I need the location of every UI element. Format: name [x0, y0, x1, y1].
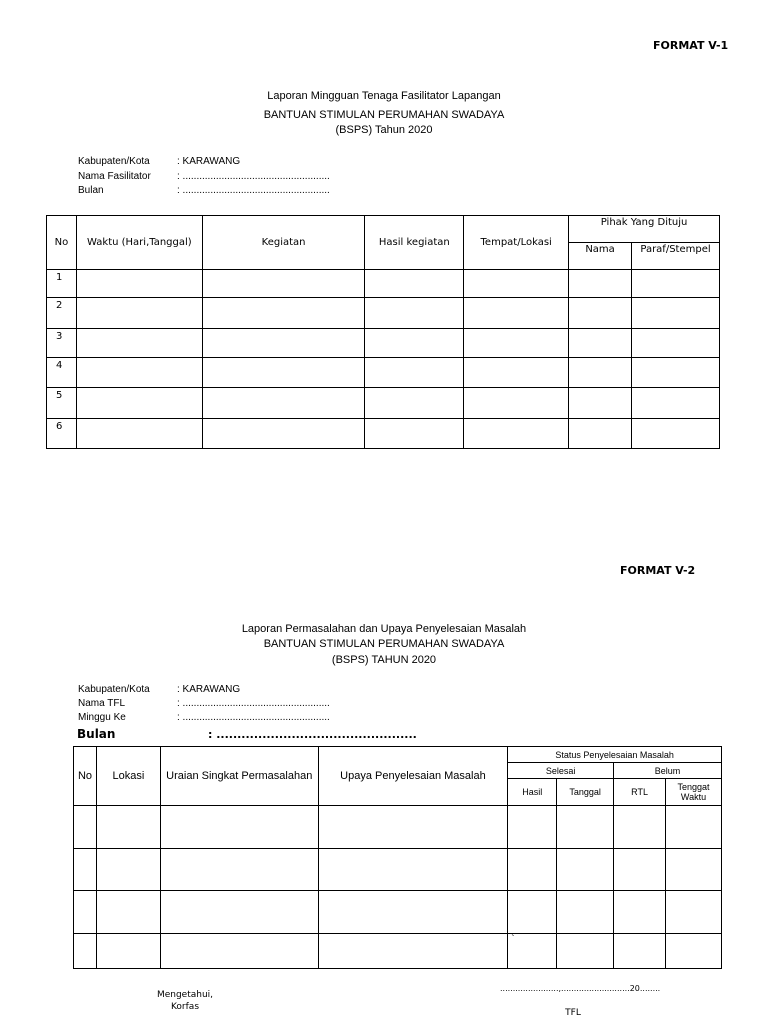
v1-row-number: 4 [47, 358, 77, 388]
v2-cell[interactable] [508, 849, 557, 891]
v2-meta-minggu-label: Minggu Ke [78, 712, 126, 723]
v1-cell[interactable] [202, 419, 365, 449]
v1-cell[interactable] [365, 358, 464, 388]
v1-cell[interactable] [464, 298, 569, 329]
v1-cell[interactable] [569, 419, 632, 449]
v2-cell[interactable] [557, 806, 614, 849]
v2-sign-left-line2: Korfas [170, 1002, 200, 1012]
v2-header-hasil: Hasil [508, 779, 557, 806]
v2-header-upaya: Upaya Penyelesaian Masalah [318, 747, 508, 806]
v2-title-line3: (BSPS) TAHUN 2020 [331, 654, 437, 666]
v1-row-number: 6 [47, 419, 77, 449]
table-row [74, 849, 722, 891]
v1-cell[interactable] [76, 419, 202, 449]
format-v2-label: FORMAT V-2 [620, 564, 696, 577]
v2-cell[interactable] [74, 934, 97, 969]
v2-cell[interactable] [96, 891, 160, 934]
v1-cell[interactable] [569, 298, 632, 329]
table-row [74, 891, 722, 934]
v2-meta-block [78, 683, 478, 728]
v1-header-pihak: Pihak Yang Dituju [569, 216, 720, 243]
v1-cell[interactable] [464, 270, 569, 298]
v2-cell[interactable] [318, 806, 508, 849]
v2-cell[interactable] [74, 891, 97, 934]
v2-cell[interactable] [614, 849, 666, 891]
v2-cell[interactable] [318, 849, 508, 891]
v1-cell[interactable] [76, 388, 202, 419]
v2-cell[interactable] [557, 891, 614, 934]
table-row [47, 298, 720, 329]
v2-header-rtl: RTL [614, 779, 666, 806]
v2-cell[interactable] [160, 891, 318, 934]
v2-cell[interactable] [614, 934, 666, 969]
v2-cell[interactable] [508, 891, 557, 934]
v1-header-hasil: Hasil kegiatan [365, 216, 464, 270]
v1-cell[interactable] [632, 419, 720, 449]
v1-title-line1: Laporan Mingguan Tenaga Fasilitator Lapangan [267, 90, 501, 102]
v2-header-tenggat: Tenggat Waktu [665, 779, 721, 806]
v1-title-line2: BANTUAN STIMULAN PERUMAHAN SWADAYA [263, 109, 505, 121]
v1-cell[interactable] [202, 329, 365, 358]
v1-cell[interactable] [202, 388, 365, 419]
v2-header-status: Status Penyelesaian Masalah [508, 747, 722, 763]
v2-sign-right-date: .......................,...........................20........ [500, 984, 661, 993]
format-v1-label: FORMAT V-1 [653, 39, 729, 52]
v1-cell[interactable] [632, 358, 720, 388]
table-row [47, 358, 720, 388]
table-row [47, 329, 720, 358]
v2-cell[interactable] [665, 849, 721, 891]
table-row [74, 806, 722, 849]
v2-cell[interactable] [96, 806, 160, 849]
v1-cell[interactable] [464, 419, 569, 449]
v1-header-nama: Nama [569, 243, 632, 270]
v2-title-line1: Laporan Permasalahan dan Upaya Penyelesaian Masalah [241, 623, 527, 635]
v2-cell[interactable] [508, 806, 557, 849]
v1-meta-fasilitator-label: Nama Fasilitator [78, 171, 151, 182]
v2-header-no: No [74, 747, 97, 806]
v2-header-lokasi: Lokasi [96, 747, 160, 806]
v1-cell[interactable] [365, 298, 464, 329]
v2-header-uraian: Uraian Singkat Permasalahan [160, 747, 318, 806]
v1-meta-bulan-label: Bulan [78, 185, 104, 196]
v1-row-number: 2 [47, 298, 77, 329]
v1-row-number: 3 [47, 329, 77, 358]
v1-cell[interactable] [365, 419, 464, 449]
v2-cell[interactable] [557, 934, 614, 969]
v1-cell[interactable] [76, 358, 202, 388]
v1-cell[interactable] [569, 388, 632, 419]
v2-sign-right-role: TFL [565, 1008, 581, 1018]
v1-title-line3: (BSPS) Tahun 2020 [335, 124, 433, 136]
v1-cell[interactable] [632, 298, 720, 329]
v1-header-kegiatan: Kegiatan [202, 216, 365, 270]
v1-cell[interactable] [365, 329, 464, 358]
v1-header-paraf: Paraf/Stempel [632, 243, 720, 270]
v1-meta-block [78, 155, 478, 200]
v1-cell[interactable] [202, 298, 365, 329]
v2-sign-left-line1: Mengetahui, [156, 990, 214, 1000]
v2-meta-tfl-label: Nama TFL [78, 698, 126, 709]
v1-cell[interactable] [202, 358, 365, 388]
v2-header-belum: Belum [614, 763, 722, 779]
v1-cell[interactable] [569, 270, 632, 298]
v1-cell[interactable] [569, 329, 632, 358]
v1-cell[interactable] [632, 388, 720, 419]
v2-cell[interactable] [96, 849, 160, 891]
v2-stray-mark[interactable]: ` [508, 934, 557, 969]
v2-cell[interactable] [665, 891, 721, 934]
v1-meta-fasilitator-value: : ..................................................... [177, 171, 330, 182]
v1-row-number: 5 [47, 388, 77, 419]
v2-cell[interactable] [160, 934, 318, 969]
v1-cell[interactable] [76, 298, 202, 329]
v1-cell[interactable] [365, 388, 464, 419]
v2-cell[interactable] [665, 806, 721, 849]
v1-meta-kabupaten-value: : KARAWANG [177, 156, 241, 167]
v1-report-table [46, 215, 720, 449]
v1-cell[interactable] [464, 358, 569, 388]
table-row [47, 388, 720, 419]
v2-cell[interactable] [318, 891, 508, 934]
v2-cell[interactable] [614, 891, 666, 934]
v2-cell[interactable] [318, 934, 508, 969]
v1-cell[interactable] [569, 358, 632, 388]
v1-cell[interactable] [464, 329, 569, 358]
v2-cell[interactable] [160, 806, 318, 849]
table-row [47, 419, 720, 449]
v1-cell[interactable] [202, 270, 365, 298]
v2-meta-tfl-value: : ..................................................... [177, 698, 330, 709]
v1-cell[interactable] [632, 270, 720, 298]
v2-cell[interactable] [557, 849, 614, 891]
v2-bulan-value: : ................................................ [208, 728, 417, 741]
v2-meta-kabupaten-label: Kabupaten/Kota [78, 684, 150, 695]
table-row [74, 934, 722, 969]
v1-header-no: No [47, 216, 77, 270]
v2-meta-minggu-value: : ..................................................... [177, 712, 330, 723]
v1-cell[interactable] [464, 388, 569, 419]
v2-title-line2: BANTUAN STIMULAN PERUMAHAN SWADAYA [263, 638, 505, 650]
v2-cell[interactable] [614, 806, 666, 849]
v2-header-tanggal: Tanggal [557, 779, 614, 806]
table-row [47, 270, 720, 298]
v2-cell[interactable] [665, 934, 721, 969]
v1-cell[interactable] [365, 270, 464, 298]
v1-meta-kabupaten-label: Kabupaten/Kota [78, 156, 150, 167]
v2-cell[interactable] [160, 849, 318, 891]
v2-cell[interactable] [96, 934, 160, 969]
v1-header-waktu: Waktu (Hari,Tanggal) [76, 216, 202, 270]
v2-header-selesai: Selesai [508, 763, 614, 779]
v1-cell[interactable] [632, 329, 720, 358]
v2-report-table [73, 746, 722, 969]
v1-row-number: 1 [47, 270, 77, 298]
v2-bulan-label: Bulan [77, 727, 116, 741]
v1-cell[interactable] [76, 329, 202, 358]
v1-cell[interactable] [76, 270, 202, 298]
v1-meta-bulan-value: : ..................................................... [177, 185, 330, 196]
v1-header-tempat: Tempat/Lokasi [464, 216, 569, 270]
v2-cell[interactable] [74, 849, 97, 891]
v2-meta-kabupaten-value: : KARAWANG [177, 684, 241, 695]
v2-cell[interactable] [74, 806, 97, 849]
